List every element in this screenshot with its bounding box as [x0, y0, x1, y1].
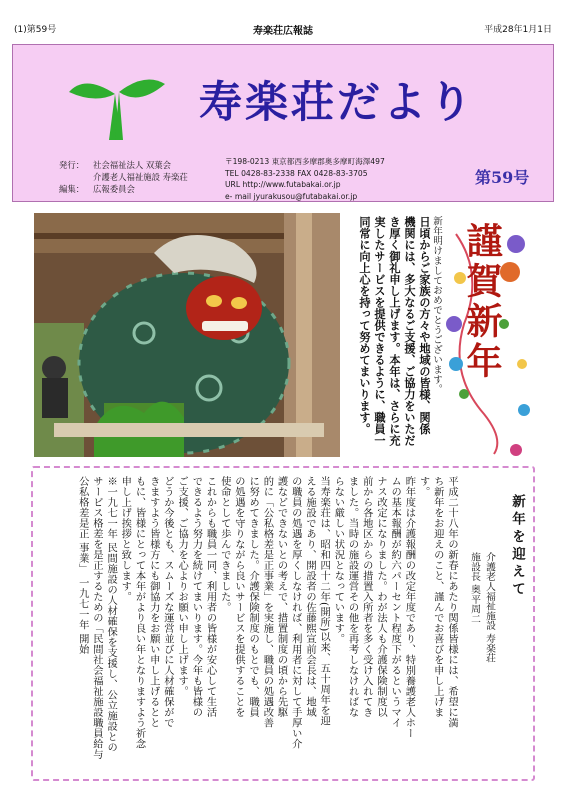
new-year-article	[31, 466, 535, 781]
article-column: どうか今後とも、スムーズな運営並びに人材確保がで	[161, 476, 174, 728]
article-column: ました。当時の施設運営その他を再考しなければな	[346, 476, 359, 718]
article-column: の職員の処遇を厚くしなければ、利用者に対して手厚い介	[289, 476, 302, 749]
lion-dance-photo	[34, 213, 340, 457]
article-column: ち新年をお迎えのこと、謹んでお喜びを申し上げま	[431, 476, 444, 718]
article-column: 護などできないとの考えで、措置制度の頃から先駆	[275, 476, 288, 718]
article-column: ご支援、ご協力を心よりお願い申し上げます。	[176, 476, 189, 697]
new-year-text: 新年明けましておめでとうございます。	[431, 216, 442, 395]
greeting-line: 機関には、多大なるご支援、ご協力をいただ	[403, 216, 417, 446]
greeting-line: き厚く御礼申し上げます。本年は、さらに充	[388, 216, 402, 446]
article-column: きますよう皆様方にも御協力をお願い申し上げるとと	[147, 476, 160, 728]
byline-org: 介護老人福祉施設 寿楽荘	[484, 552, 495, 663]
article-column: できるよう努力を続けてまいります。今年も皆様の	[190, 476, 203, 718]
article-column: の処遇を守りながら良いサービスを提供することを	[232, 476, 245, 718]
article-column: える施設であり、開設者の佐藤熙宣前会長は、地域	[303, 476, 316, 718]
greeting-line: 同常に向上心を持って努めてまいります。	[358, 216, 372, 435]
article-byline	[467, 552, 497, 772]
issue-number-label: (1)第59号	[14, 25, 57, 35]
contact-info	[225, 156, 385, 202]
greeting-line: 実したサービスを提供できるように、職員一	[373, 216, 387, 446]
email-address[interactable]: e- mail jyurakusou@futabakai.or.jp	[225, 191, 358, 201]
article-column: 使命として歩んできました。	[218, 476, 231, 613]
article-column: ナス改定になりました。わが法人も介護保険制度以	[374, 476, 387, 718]
tel-fax: TEL 0428-83-2338 FAX 0428-83-3705	[225, 168, 368, 178]
article-title: 新年を迎えて	[509, 494, 525, 599]
article-column: 公私格差是正 事業」 一九七一年 開始	[76, 476, 89, 655]
postal-address: 〒198-0213 東京都西多摩郡奥多摩町海澤497	[225, 157, 385, 166]
article-column: に努めてきました。介護保険制度のもとでも、職員	[247, 476, 260, 718]
article-column: 当寿楽荘は、昭和四十二年(開所)以来、五十周年を迎	[318, 476, 331, 726]
lion-dance-illustration	[34, 213, 340, 457]
article-column: サービス格差を是正するための「民間社会福祉施設職員給与	[90, 476, 103, 760]
website-url[interactable]: URL http://www.futabakai.or.jp	[225, 180, 341, 189]
publisher-label: 発行：	[59, 160, 85, 170]
kingashinnen-art	[444, 214, 532, 458]
article-column: 的に「公私格差是正事業」を実施し、職員の処遇改善	[261, 476, 274, 728]
byline-name: 施設長 奥平周二	[469, 552, 480, 624]
article-column: これからも職員一同、利用者の皆様が安心して生活	[204, 476, 217, 718]
publisher-line1: 社会福祉法人 双葉会	[93, 160, 172, 170]
newsletter-title: 寿楽荘だより	[199, 78, 475, 128]
article-column: もに、皆様にとって本年がより良い年となりますよう祈念	[133, 476, 146, 749]
article-column: 申し上げ挨拶と致します。	[119, 476, 132, 602]
article-column: らない厳しい状況となっています。	[332, 476, 345, 644]
publisher-info	[59, 159, 188, 195]
newsletter-name: 寿楽荘広報誌	[253, 26, 313, 37]
issue-date: 平成28年1月1日	[484, 25, 552, 35]
issue-number: 第59号	[475, 168, 530, 187]
greeting-line: 日頃からご家族の方々や地域の皆様、関係	[418, 216, 432, 435]
article-column: 前から各地区からの措置入所者を多く受け入れてき	[360, 476, 373, 718]
masthead	[12, 44, 554, 202]
kingashinnen-text: 謹賀新年	[461, 222, 503, 382]
article-column: す。	[417, 476, 430, 497]
article-column: ムの基本報酬が約六パーセント程度下がるというマイ	[389, 476, 402, 728]
article-body	[41, 476, 459, 770]
article-column: ※一九七一年 民間施設の人材確保を支援し、公立施設との	[105, 476, 118, 753]
editor-label: 編集：	[59, 184, 85, 194]
publisher-line2: 介護老人福祉施設 寿楽荘	[93, 172, 188, 182]
article-column: 昨年度は介護報酬の改定年度であり、特別養護老人ホー	[403, 476, 416, 739]
article-column: 平成二十八年の新春にあたり関係皆様には、希望に満	[446, 476, 458, 728]
greeting-message	[341, 216, 431, 452]
new-year-line	[430, 216, 444, 452]
editor: 広報委員会	[93, 184, 135, 194]
futaba-leaf-logo	[65, 72, 169, 142]
